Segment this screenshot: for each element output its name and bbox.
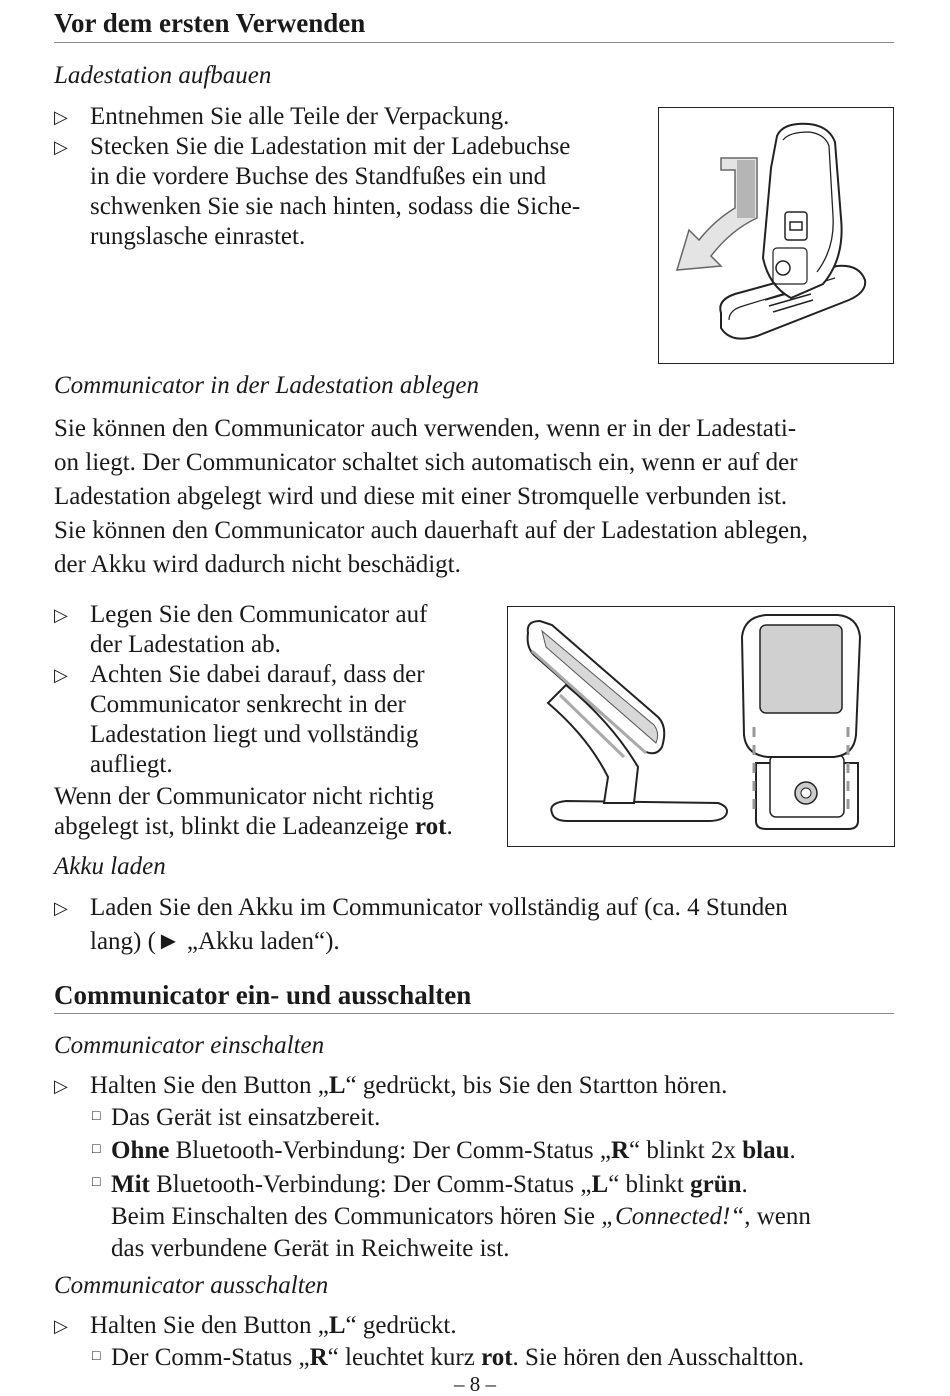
bullet-triangle-icon: ▷ xyxy=(54,605,68,625)
subheading-power-off: Communicator ausschalten xyxy=(54,1272,329,1299)
bullet-triangle-icon: ▷ xyxy=(54,137,68,157)
setup-bullet-1: Entnehmen Sie alle Teile der Verpackung. xyxy=(90,103,510,130)
bullet-triangle-icon: ▷ xyxy=(54,665,68,685)
figure-station-assembly xyxy=(658,107,894,364)
sub-bullet-square-icon: □ xyxy=(92,1175,101,1190)
section-heading-first-use: Vor dem ersten Verwenden xyxy=(54,8,366,38)
heading-rule xyxy=(54,1013,894,1014)
place-bullet-1: Legen Sie den Communicator auf der Ladestation ab. xyxy=(90,601,428,658)
bullet-triangle-icon: ▷ xyxy=(54,898,68,918)
power-off-bullet: Halten Sie den Button „L“ gedrückt. xyxy=(90,1312,457,1339)
charge-bullet: Laden Sie den Akku im Communicator vollständig auf (ca. 4 Stunden lang) (► „Akku laden“). xyxy=(90,891,788,959)
subheading-charge: Akku laden xyxy=(54,853,166,880)
subheading-place: Communicator in der Ladestation ablegen xyxy=(54,372,479,399)
heading-rule xyxy=(54,42,894,43)
figure-communicator-in-station xyxy=(507,606,895,847)
power-on-bullet: Halten Sie den Button „L“ gedrückt, bis Sie den Startton hören. xyxy=(90,1072,728,1099)
power-on-sub-3: Mit Bluetooth-Verbindung: Der Comm-Status „L“ blinkt grün. Beim Einschalten des Communicators hören Sie „Connected!“, wenn das verbundene Gerät in Reichweite ist. xyxy=(111,1171,811,1262)
sub-bullet-square-icon: □ xyxy=(92,1142,101,1157)
akku-laden-link[interactable]: lang) (► „Akku laden“). xyxy=(90,928,340,955)
place-paragraph: Sie können den Communicator auch verwenden, wenn er in der Ladestati- on liegt. Der Communicator schaltet sich automatisch ein, wenn er auf der Ladestation abgelegt wird und diese mit einer Stromquelle verbunden ist. Sie können den Communicator auch dauerhaft auf der Ladestation ablegen, der Akku wird dadurch nicht beschädigt. xyxy=(54,415,808,578)
sub-bullet-square-icon: □ xyxy=(92,1109,101,1124)
page-number: – 8 – xyxy=(454,1372,496,1396)
section-heading-power: Communicator ein- und ausschalten xyxy=(54,980,472,1010)
communicator-in-station-illustration xyxy=(508,607,894,846)
power-on-sub-1: Das Gerät ist einsatzbereit. xyxy=(111,1104,381,1131)
power-off-sub-1: Der Comm-Status „R“ leuchtet kurz rot. Sie hören den Ausschaltton. xyxy=(111,1344,805,1371)
station-assembly-illustration xyxy=(659,108,893,363)
subheading-power-on: Communicator einschalten xyxy=(54,1032,325,1059)
subheading-setup: Ladestation aufbauen xyxy=(54,62,272,89)
power-on-sub-2: Ohne Bluetooth-Verbindung: Der Comm-Status „R“ blinkt 2x blau. xyxy=(111,1137,796,1164)
bullet-triangle-icon: ▷ xyxy=(54,107,68,127)
sub-bullet-square-icon: □ xyxy=(92,1349,101,1364)
bullet-triangle-icon: ▷ xyxy=(54,1316,68,1336)
setup-bullet-2: Stecken Sie die Ladestation mit der Ladebuchse in die vordere Buchse des Standfußes ein und schwenken Sie sie nach hinten, sodass die Siche- rungslasche einrastet. xyxy=(90,133,581,250)
place-bullet-2: Achten Sie dabei darauf, dass der Communicator senkrecht in der Ladestation liegt und vollständig aufliegt. xyxy=(90,661,425,778)
bullet-triangle-icon: ▷ xyxy=(54,1076,68,1096)
place-note: Wenn der Communicator nicht richtig abgelegt ist, blinkt die Ladeanzeige rot. xyxy=(54,783,453,840)
